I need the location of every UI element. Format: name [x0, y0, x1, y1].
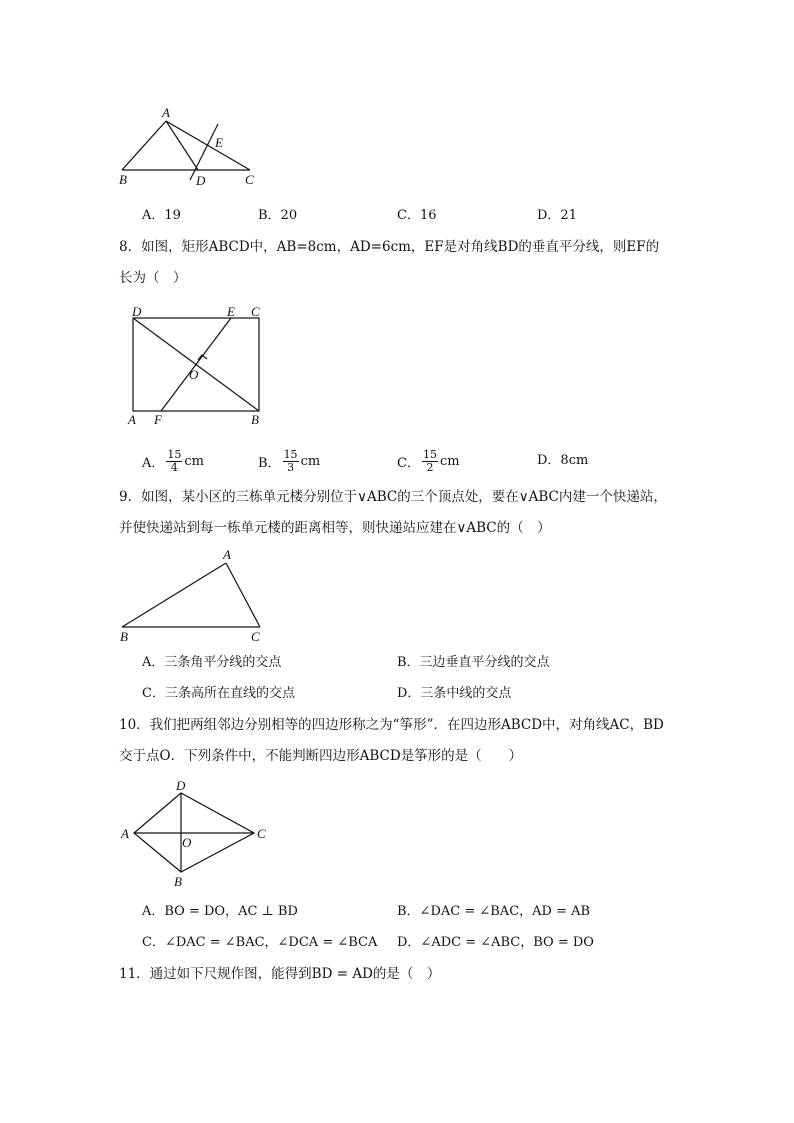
q8-option-a-prefix: A． [142, 455, 165, 471]
q8-option-c-unit: cm [439, 453, 460, 469]
fig8-label-a: A [128, 412, 136, 427]
q8-option-c-fraction: $\frac{15}{2}$ [422, 447, 437, 474]
q9-stem-line1: 9．如图，某小区的三栋单元楼分别位于∨ABC的三个顶点处，要在∨ABC内建一个快递站， [119, 489, 667, 505]
fig8-label-d: D [132, 304, 142, 319]
fig8-label-o: O [189, 367, 199, 382]
fig9-label-a: A [223, 547, 231, 562]
fig10-label-b: B [174, 874, 182, 889]
q10-kite-figure [115, 775, 275, 893]
q8-stem-line1: 8．如图，矩形ABCD中，AB=8cm，AD=6cm，EF是对角线BD的垂直平分线，则EF的 [119, 239, 660, 255]
q10-stem-line2: 交于点O．下列条件中，不能判断四边形ABCD是筝形的是（ ） [119, 748, 523, 764]
q7-option-c[interactable]: C．16 [397, 208, 437, 223]
q8-option-b-fraction: $\frac{15}{3}$ [283, 447, 298, 474]
q10-option-a[interactable]: A．BO = DO，AC ⊥ BD [142, 904, 298, 919]
q11-stem-line1: 11．通过如下尺规作图，能得到BD = AD的是（ ） [119, 966, 441, 982]
q8-option-b[interactable] [258, 446, 320, 476]
fig7-label-a: A [162, 105, 170, 120]
q9-option-b[interactable]: B．三边垂直平分线的交点 [397, 655, 550, 670]
fig9-label-b: B [120, 629, 128, 644]
q10-option-b[interactable]: B．∠DAC = ∠BAC，AD = AB [397, 904, 591, 919]
q7-triangle-figure [110, 104, 270, 189]
fig10-label-o: O [182, 835, 192, 850]
q9-option-d[interactable]: D．三条中线的交点 [397, 686, 512, 701]
fig7-label-e: E [215, 135, 223, 150]
q9-option-c[interactable]: C．三条高所在直线的交点 [142, 686, 295, 701]
fig10-label-a: A [121, 826, 129, 841]
q9-stem-line2: 并使快递站到每一栋单元楼的距离相等，则快递站应建在∨ABC的（ ） [119, 520, 551, 536]
q8-option-c[interactable] [397, 446, 460, 476]
fig7-label-d: D [196, 173, 206, 188]
fig8-label-f: F [154, 412, 162, 427]
fig8-label-e: E [227, 304, 235, 319]
q8-option-b-prefix: B． [258, 455, 281, 471]
fig9-label-c: C [251, 629, 260, 644]
q8-option-a-fraction: $\frac{15}{4}$ [167, 447, 182, 474]
q9-triangle-figure [112, 545, 272, 645]
q8-rectangle-figure [122, 300, 272, 430]
fig8-label-b: B [251, 412, 259, 427]
q10-option-d[interactable]: D．∠ADC = ∠ABC，BO = DO [397, 935, 594, 950]
q7-option-b[interactable]: B．20 [258, 208, 298, 223]
q10-option-c[interactable]: C．∠DAC = ∠BAC，∠DCA = ∠BCA [142, 935, 378, 950]
q8-option-a[interactable] [142, 446, 204, 476]
fig7-label-b: B [119, 172, 127, 187]
q9-option-a[interactable]: A．三条角平分线的交点 [142, 655, 282, 670]
q10-stem-line1: 10．我们把两组邻边分别相等的四边形称之为“筝形”．在四边形ABCD中，对角线AC，BD [119, 717, 664, 733]
fig7-label-c: C [245, 172, 254, 187]
q7-option-d[interactable]: D．21 [537, 208, 577, 223]
q8-stem-line2: 长为（ ） [119, 270, 187, 286]
fig10-label-c: C [257, 826, 266, 841]
q8-option-a-unit: cm [184, 453, 204, 469]
q8-option-b-unit: cm [300, 453, 321, 469]
fig10-label-d: D [176, 778, 186, 793]
fig8-label-c: C [251, 304, 260, 319]
q8-option-d[interactable]: D．8cm [537, 453, 589, 468]
q7-option-a[interactable]: A．19 [142, 208, 181, 223]
q8-option-c-prefix: C． [397, 455, 420, 471]
